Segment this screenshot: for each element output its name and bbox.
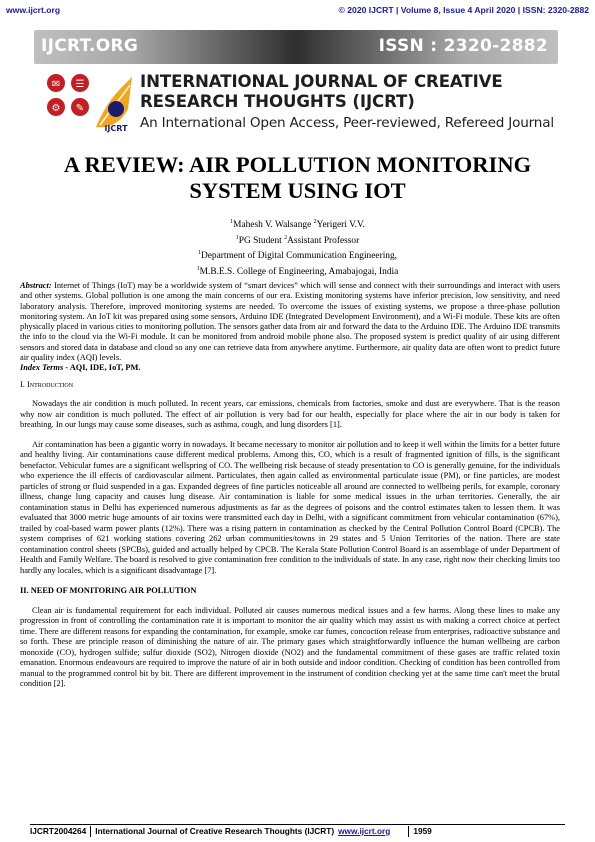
journal-title-line1: INTERNATIONAL JOURNAL OF CREATIVE [140,72,503,91]
banner-bar [34,30,558,64]
index-terms-label: Index Terms [20,363,64,373]
journal-title [140,72,560,112]
author-2: Yerigeri V.V. [316,220,365,231]
svg-text:☰: ☰ [75,79,85,90]
index-terms [20,363,560,374]
running-header [6,3,589,17]
footer-separator [408,826,409,837]
footer-journal: International Journal of Creative Research Thoughts (IJCRT) [95,826,335,836]
author-block [0,216,595,278]
footer-paper-id: IJCRT2004264 [30,826,87,836]
author-roles: $^1$PG Student $^2$Assistant Professor [235,234,360,246]
svg-text:✉: ✉ [51,79,61,90]
section-1-paragraph-2: Air contamination has been a gigantic worry in nowadays. It became necessary to monitor air pollution and to keep it well within the limits for a better future and healthy living. Air contaminations cause different medical problems. Among this, CO, which is a result of fragmented ignition of fills, is the significant benefactor. Vehicular fumes are a significant wellspring of CO. The wellbeing risk because of steady presentation to CO is generally genuine, for the individuals who experience the ill effects of cardiovascular ailment. Particulates, then again called as environmental particulate issue (PM), or fine particles, are modest particles of strong or fluid suspended in a gas. Expanded degrees of fine particles noticeable all around are connected to wellbeing perils, for example, coronary illness, change lung capacity and causes lung disease. Air contamination is liable for some medical issues in the urban territories. Generally, the air contamination status in Delhi has experienced numerous adjustments as far as the degrees of poisons and the control estimates taken to lessen them. It was evaluated that 3000 metric huge amounts of air toxins were transmitted each day in Delhi, with a significant commitment from vehicular contamination (67%), trailed by coal-based warm power plants (12%). There was a rising pattern in contamination as checked by the Central Pollution Control Board (CPCB). The system comprises of 621 working stations covering 262 urban communities/towns in 29 states and 5 Union Territories of the nation. There are state contamination control sheets (SPCBs), guided and actually helped by CPCB. The Kerala State Pollution Control Board is an assemblage of under Department of Health and Family Welfare. The board is resolved to give contamination free condition to the individuals of state. In any case, right now their checking limits too hardly any locales, which is a significant disadvantage [7]. [20,439,560,575]
footer-page-number: 1959 [413,826,432,836]
banner-issn-text: ISSN : 2320-2882 [378,36,548,56]
header-site-link[interactable]: www.ijcrt.org [6,5,61,15]
footer-separator [90,826,91,837]
author-names: $^1$Mahesh V. Walsange $^2$Yerigeri V.V. [230,219,365,231]
svg-text:⚙: ⚙ [51,103,61,114]
section-2-paragraph-1: Clean air is fundamental requirement for each individual. Polluted air causes numerous medical issues and a few harms. Along these lines to make any progression in front of controlling the contamination rate it is important to monitor the air quality which may assist us with making a correct choice at perfect time. There are different reasons for expanding the contamination, for example, smoke car fumes, concoction release from enterprises, radioactive substance and so forth. These are principle reason of diminishing the nature of air. The primary gases which straightforwardly influence the human wellbeing are carbon monoxide (CO), hydrogen sulfide; sulfur dioxide (SO2), Nitrogen dioxide (NO2) and the fundamental commitment of these gases are traffic related toxin emanation. Enormous endeavours are required to improve the nature of air in both outside and indoor condition. Checking of condition has been controlled from manual to the programmed control bit by bit. There are different improvement in the instrument of condition checking yet at the same time can't meet the brutal condition [2]. [20,605,560,689]
author-1: Mahesh V. Walsange [233,220,312,231]
section-1-heading: I. Introduction [20,379,74,389]
paper-body [20,281,560,690]
author-college: $^1$M.B.E.S. College of Engineering, Amabajogai, India [196,265,399,277]
journal-logo-icon [38,69,134,140]
paper-title-line2: SYSTEM USING IOT [189,178,406,203]
paper-title-line1: A REVIEW: AIR POLLUTION MONITORING [63,152,532,177]
svg-text:✎: ✎ [75,103,85,114]
author-1-role: PG Student [238,235,282,246]
banner-left-text: IJCRT.ORG [41,36,139,56]
journal-banner [34,30,558,140]
footer-url-link[interactable]: www.ijcrt.org [338,826,391,836]
paper-title [20,152,575,204]
journal-title-line2: RESEARCH THOUGHTS (IJCRT) [140,92,415,111]
abstract-text: Internet of Things (IoT) may be a worldwide system of “smart devices” which will sense and connect with their surroundings and interact with users and other systems. Global pollution is one among the main concerns of our era. Existing monitoring systems have inferior precision, low sensitivity, and need laboratory analysis. Therefore, improved monitoring systems are needed. To overcome the issues of existing systems, we propose a three-phase pollution monitoring system. An IoT kit was prepared using some sensors, Arduino IDE (Integrated Development Environment), and a Wi-Fi module. These kits are often physically placed in various cities to monitoring pollution. The sensors gather data from air and forward the data to the Arduino IDE. The Arduino IDE transmits the info to the cloud via the Wi-Fi module. It can be monitored from android mobile phone also. The proposed system is predict quality of air using different sensors and stored data in database and cloud so any one can retrieve data from anywhere anytime. Furthermore, air quality data are often wont to predict future air quality index (AQI) levels. [20,281,560,363]
page-footer [30,824,565,837]
header-issue-info: © 2020 IJCRT | Volume 8, Issue 4 April 2020 | ISSN: 2320-2882 [338,5,589,15]
section-1-paragraph-1: Nowadays the air condition is much polluted. In recent years, car emissions, chemicals from factories, smoke and dust are everywhere. That is the reason why now air condition is much polluted. The effect of air pollution is very bad for our health, especially for place where the air in our body is taken for breathing. In our lungs may cause some diseases, such as asthma, cough, and lung disorders [1]. [20,399,560,430]
abstract-label: Abstract: [20,281,52,290]
section-2-heading: II. NEED OF MONITORING AIR POLLUTION [20,586,197,596]
author-2-role: Assistant Professor [287,235,360,246]
author-department: $^1$Department of Digital Communication Engineering, [197,250,398,262]
abstract [20,281,560,363]
journal-subtitle: An International Open Access, Peer-reviewed, Refereed Journal [140,115,554,131]
logo-text: IJCRT [104,124,128,133]
index-terms-values: - AQI, IDE, IoT, PM. [63,363,141,373]
